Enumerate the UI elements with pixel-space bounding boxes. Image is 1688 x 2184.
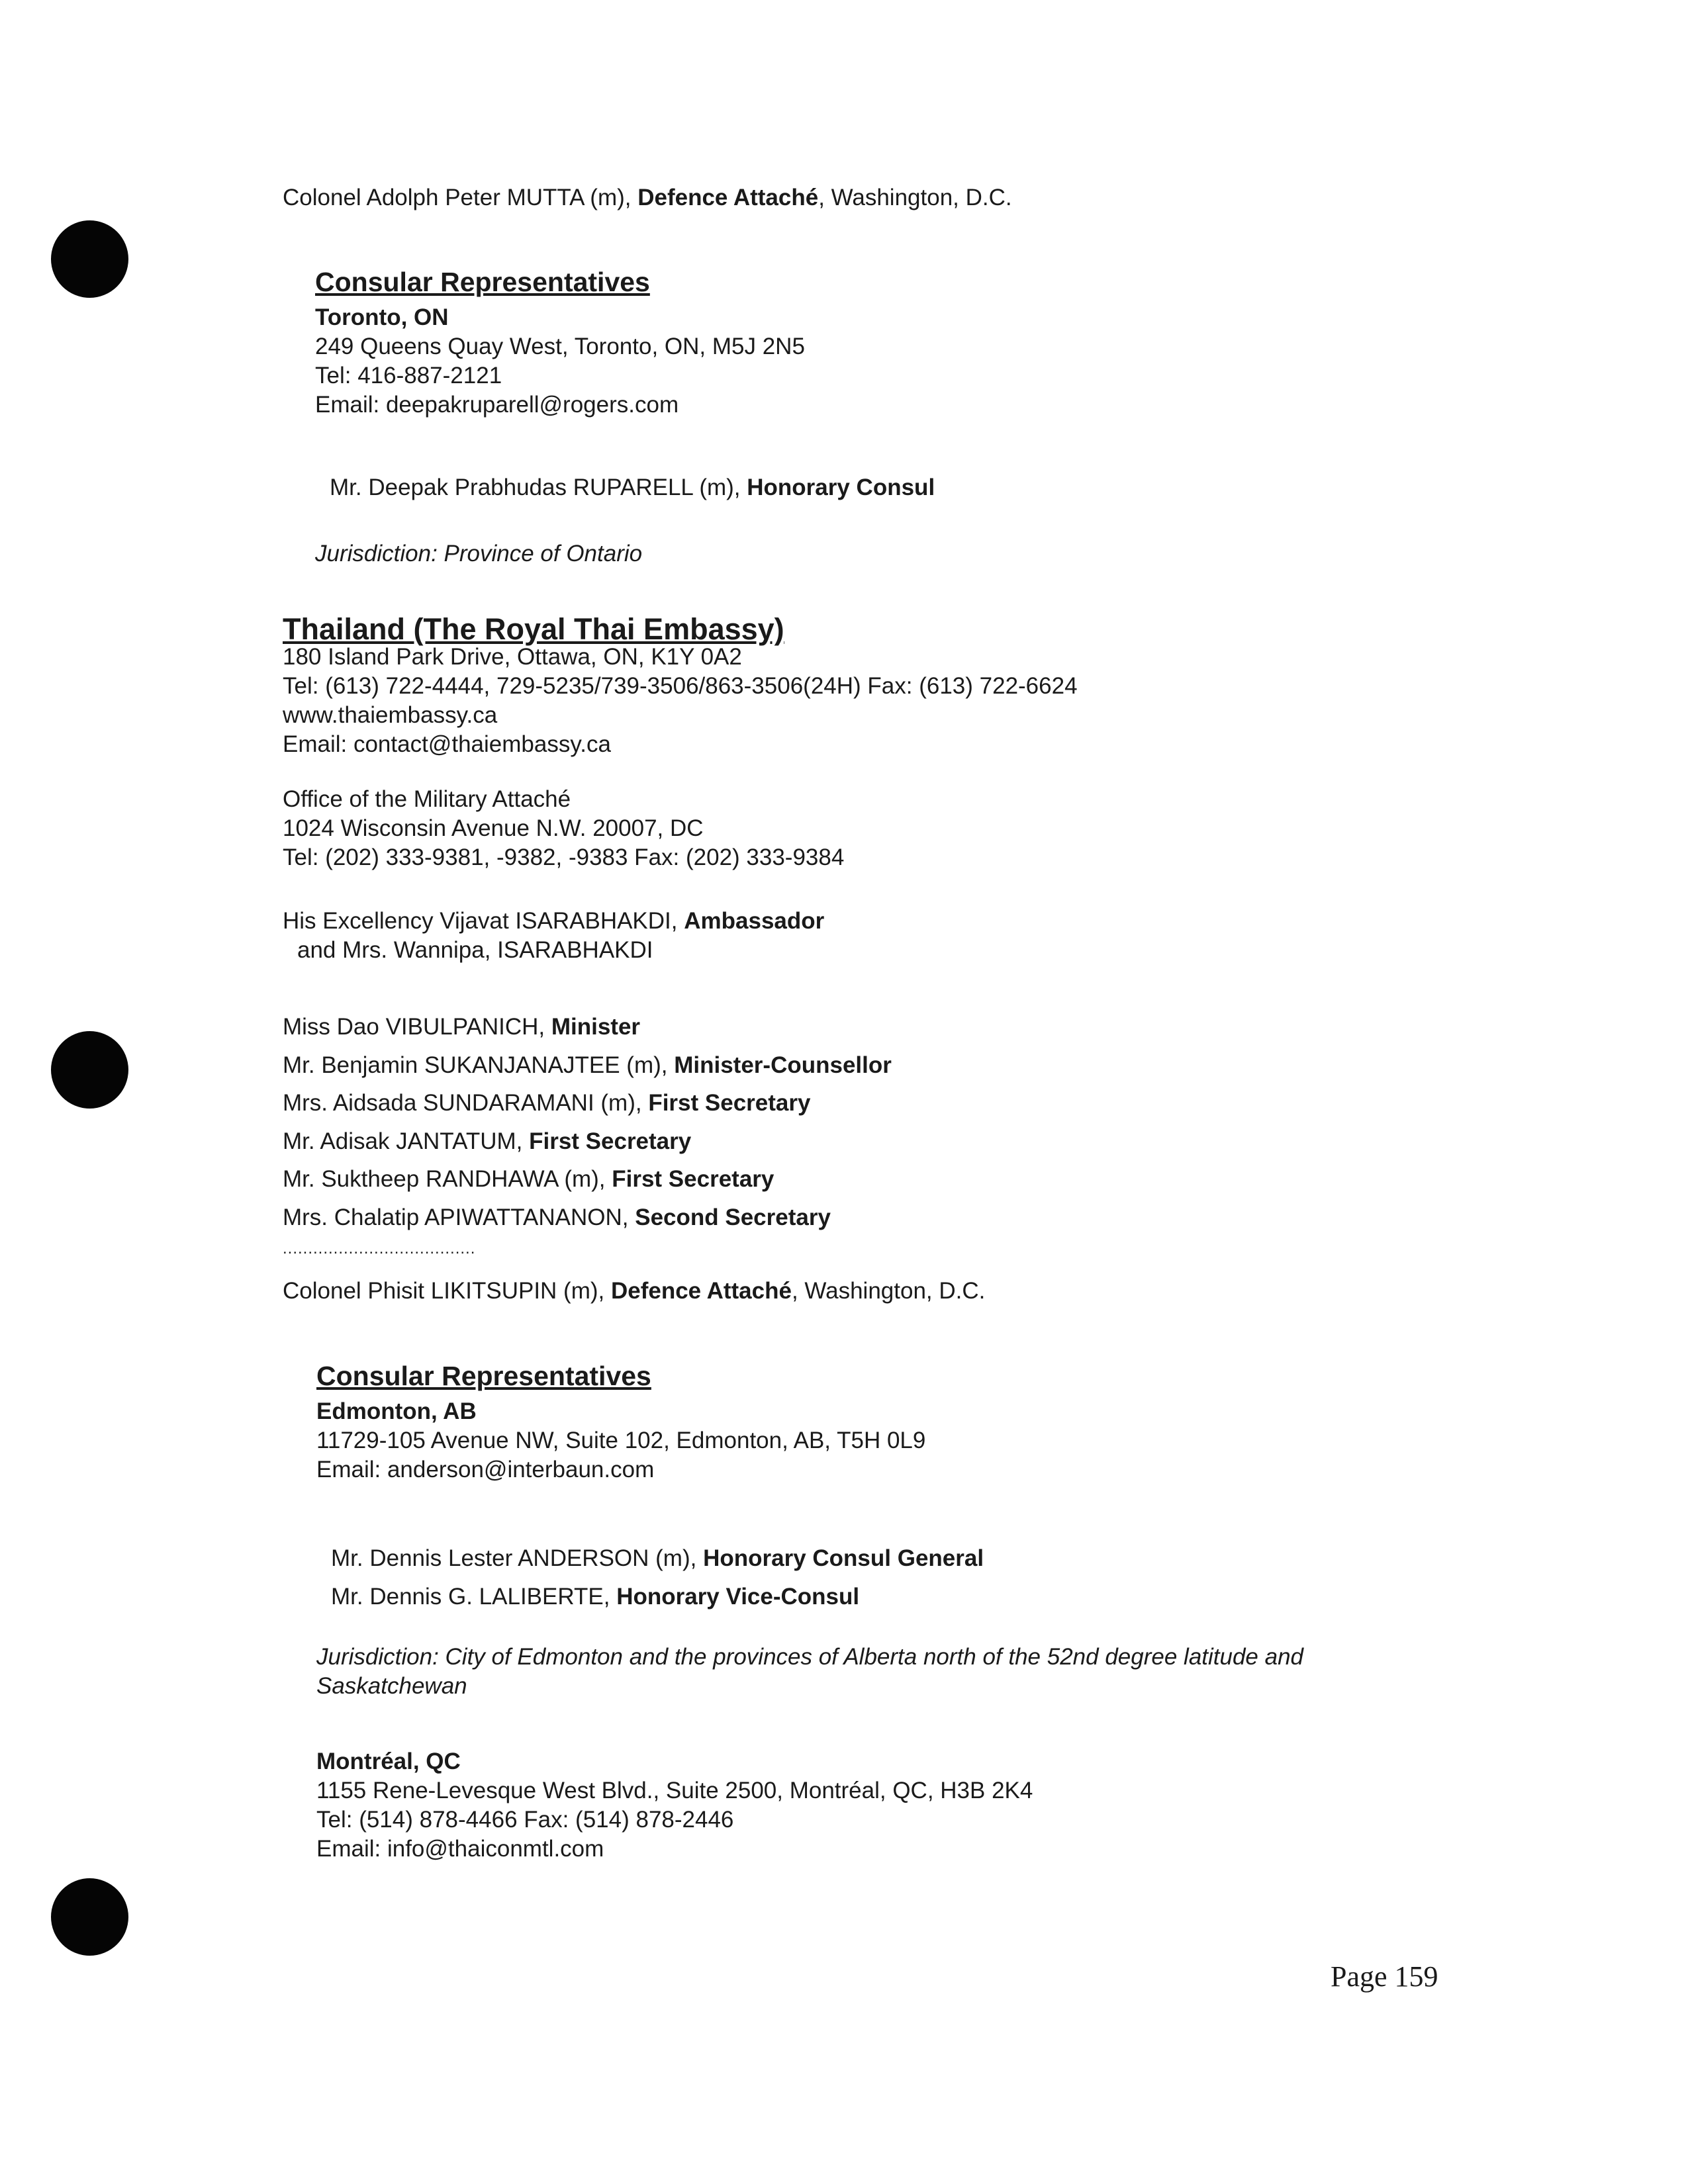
staff-name: Mrs. Aidsada SUNDARAMANI (m), — [283, 1090, 649, 1116]
staff-row — [283, 1199, 892, 1237]
city-heading: Toronto, ON — [315, 304, 449, 330]
staff-name: Mrs. Chalatip APIWATTANANON, — [283, 1204, 635, 1230]
consul-name: Mr. Dennis Lester ANDERSON (m), — [331, 1545, 704, 1571]
consul-name: Mr. Deepak Prabhudas RUPARELL (m), — [330, 475, 747, 500]
jurisdiction: Jurisdiction: Province of Ontario — [315, 541, 643, 567]
military-address: 1024 Wisconsin Avenue N.W. 20007, DC — [283, 815, 704, 841]
consul-title: Honorary Consul — [747, 475, 935, 500]
military-office — [283, 785, 844, 872]
consul-title: Honorary Vice-Consul — [616, 1583, 860, 1610]
city-heading: Montréal, QC — [316, 1749, 461, 1774]
telephone: Tel: 416-887-2121 — [315, 363, 502, 388]
top-attache-line — [283, 183, 1012, 212]
staff-title: First Secretary — [612, 1166, 774, 1192]
attache-location: , Washington, D.C. — [818, 185, 1012, 210]
embassy-website: www.thaiembassy.ca — [283, 702, 498, 728]
email: Email: anderson@interbaun.com — [316, 1457, 655, 1482]
staff-title: Minister-Counsellor — [674, 1052, 892, 1078]
staff-title: Second Secretary — [635, 1204, 831, 1230]
ambassador-name: His Excellency Vijavat ISARABHAKDI, — [283, 908, 684, 934]
staff-name: Miss Dao VIBULPANICH, — [283, 1014, 551, 1040]
embassy-telephone: Tel: (613) 722-4444, 729-5235/739-3506/863-3506(24H) Fax: (613) 722-6624 — [283, 673, 1078, 699]
page-number: Page 159 — [1331, 1960, 1438, 1993]
consular-section-toronto — [315, 266, 805, 420]
jurisdiction: Jurisdiction: City of Edmonton and the provinces of Alberta north of the 52nd degree latitude and Saskatchewan — [316, 1644, 1304, 1699]
staff-name: Mr. Benjamin SUKANJANAJTEE (m), — [283, 1052, 675, 1078]
binder-hole-bottom — [51, 1878, 128, 1956]
thailand-section — [283, 612, 1078, 759]
consular-heading: Consular Representatives — [315, 267, 650, 297]
address: 11729-105 Avenue NW, Suite 102, Edmonton, AB, T5H 0L9 — [316, 1428, 926, 1453]
consul-row — [331, 1578, 984, 1616]
staff-row — [283, 1046, 892, 1085]
embassy-address: 180 Island Park Drive, Ottawa, ON, K1Y 0A2 — [283, 644, 742, 670]
military-telephone: Tel: (202) 333-9381, -9382, -9383 Fax: (202) 333-9384 — [283, 844, 845, 870]
binder-hole-top — [51, 220, 128, 298]
defence-attache-title: Defence Attaché — [610, 1278, 792, 1304]
edmonton-consuls — [331, 1539, 984, 1615]
email: Email: info@thaiconmtl.com — [316, 1836, 604, 1862]
consular-section-edmonton — [316, 1360, 925, 1484]
staff-title: First Secretary — [529, 1128, 692, 1154]
attache-title: Defence Attaché — [637, 185, 819, 210]
embassy-staff-list — [283, 1008, 892, 1236]
address: 1155 Rene-Levesque West Blvd., Suite 2500, Montréal, QC, H3B 2K4 — [316, 1778, 1033, 1803]
attache-name: Colonel Adolph Peter MUTTA (m), — [283, 185, 638, 210]
consul-row — [331, 1539, 984, 1578]
consul-name: Mr. Dennis G. LALIBERTE, — [331, 1583, 617, 1610]
montreal-office — [316, 1747, 1033, 1864]
defence-attache-name: Colonel Phisit LIKITSUPIN (m), — [283, 1278, 611, 1304]
staff-row — [283, 1008, 892, 1046]
staff-row — [283, 1122, 892, 1161]
embassy-email: Email: contact@thaiembassy.ca — [283, 731, 611, 757]
ambassador-block — [283, 907, 824, 965]
staff-name: Mr. Adisak JANTATUM, — [283, 1128, 530, 1154]
military-office-name: Office of the Military Attaché — [283, 786, 571, 812]
staff-title: Minister — [551, 1014, 641, 1040]
dotted-separator: ...................................... — [283, 1240, 476, 1257]
staff-row — [283, 1084, 892, 1122]
defence-attache-location: , Washington, D.C. — [791, 1278, 986, 1304]
staff-row — [283, 1160, 892, 1199]
defence-attache-line — [283, 1277, 985, 1306]
consul-title: Honorary Consul General — [703, 1545, 984, 1571]
email: Email: deepakruparell@rogers.com — [315, 392, 679, 418]
ambassador-title: Ambassador — [684, 908, 825, 934]
ambassador-spouse: and Mrs. Wannipa, ISARABHAKDI — [297, 937, 653, 963]
binder-hole-middle — [51, 1031, 128, 1109]
ambassador-line — [283, 907, 824, 936]
staff-name: Mr. Suktheep RANDHAWA (m), — [283, 1166, 612, 1192]
country-heading: Thailand (The Royal Thai Embassy) — [283, 612, 784, 646]
telephone: Tel: (514) 878-4466 Fax: (514) 878-2446 — [316, 1807, 734, 1833]
staff-title: First Secretary — [648, 1090, 811, 1116]
city-heading: Edmonton, AB — [316, 1398, 477, 1424]
address: 249 Queens Quay West, Toronto, ON, M5J 2N5 — [315, 334, 805, 359]
consular-heading: Consular Representatives — [316, 1361, 651, 1391]
consul-line — [330, 473, 935, 502]
